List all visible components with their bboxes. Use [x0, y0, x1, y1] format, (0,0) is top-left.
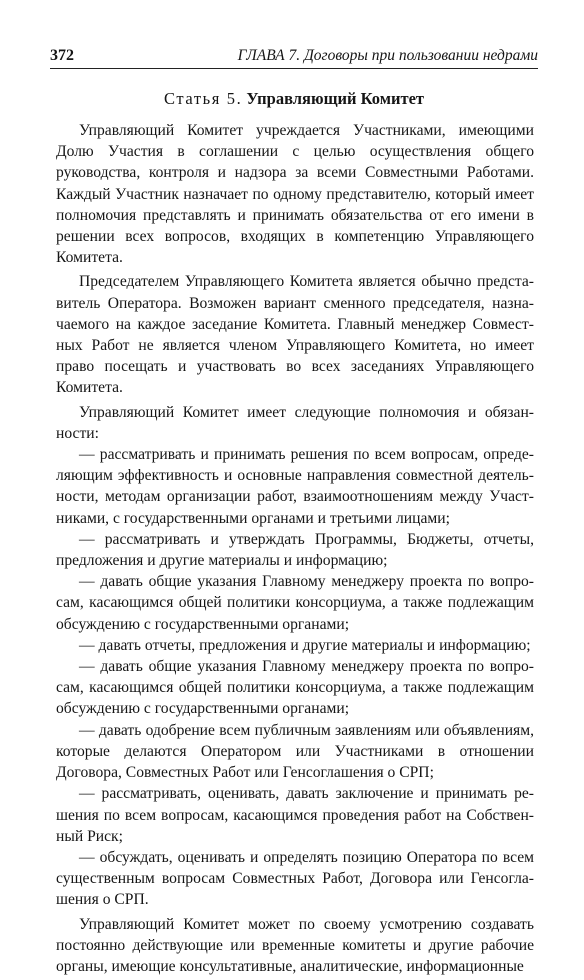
- paragraph: Управляющий Комитет имеет следующие полномочия и обязанности:: [56, 403, 534, 442]
- article-body: [56, 120, 534, 980]
- article-number: Статья 5.: [163, 89, 243, 108]
- list-item: — давать общие указания Главному менеджеру проекта по вопросам, касающимся общей политики консорциума, а также подлежащим обсуждению с государственными органами;: [56, 658, 534, 718]
- running-head: [50, 46, 538, 68]
- list-item: — рассматривать и принимать решения по всем вопросам, определяющим эффективность и основные направления совместной деятельности, методам организации работ, взаимоотношениям между Участниками, с государственными органами и третьими лицами;: [56, 446, 534, 527]
- list-item: — давать отчеты, предложения и другие материалы и информацию;: [79, 636, 531, 654]
- list-item: — давать одобрение всем публичным заявлениям или объявлениям, которые делаются Оператором или Участниками в отношении Договора, Совместных Работ или Генсоглашения о СРП;: [56, 721, 534, 782]
- paragraph: Председателем Управляющего Комитета является обычно представитель Оператора. Возможен вариант сменного председателя, назначаемого на каждое заседание Комитета. Главный менеджер Совместных Работ не является членом Управляющего Комитета, но имеет право посещать и участвовать во всех заседаниях Управляющего Комитета.: [56, 273, 534, 397]
- list-item: — обсуждать, оценивать и определять позицию Оператора по всем существенным вопросам Совместных Работ, Договора или Генсоглашения о СРП.: [56, 848, 534, 909]
- list-item: — рассматривать, оценивать, давать заключение и принимать решения по всем вопросам, касающимся проведения работ на Собственный Риск;: [56, 785, 534, 845]
- list-item: — рассматривать и утверждать Программы, Бюджеты, отчеты, предложения и другие материалы и информацию;: [56, 530, 534, 570]
- article-title: Управляющий Комитет: [246, 89, 425, 108]
- chapter-title: ГЛАВА 7. Договоры при пользовании недрами: [237, 47, 538, 64]
- paragraph: Управляющий Комитет может по своему усмотрению создавать постоянно действующие или временные комитеты и другие рабочие органы, имеющие консультативные, аналитические, информационные: [56, 915, 534, 975]
- paragraph: Управляющий Комитет учреждается Участниками, имеющими Долю Участия в соглашении с целью осуществления общего руководства, контроля и надзора за всеми Совместными Работами. Каждый Участник назначает по одному представителю, который имеет полномочия представлять и принимать обязательства от его имени в решении всех вопросов, входящих в компетенцию Управляющего Комитета.: [56, 122, 534, 267]
- header-rule: [50, 68, 538, 69]
- list-item: — давать общие указания Главному менеджеру проекта по вопросам, касающимся общей политики консорциума, а также подлежащим обсуждению с государственными органами;: [56, 573, 534, 633]
- page-number: 372: [50, 47, 74, 64]
- article-heading: [50, 88, 538, 110]
